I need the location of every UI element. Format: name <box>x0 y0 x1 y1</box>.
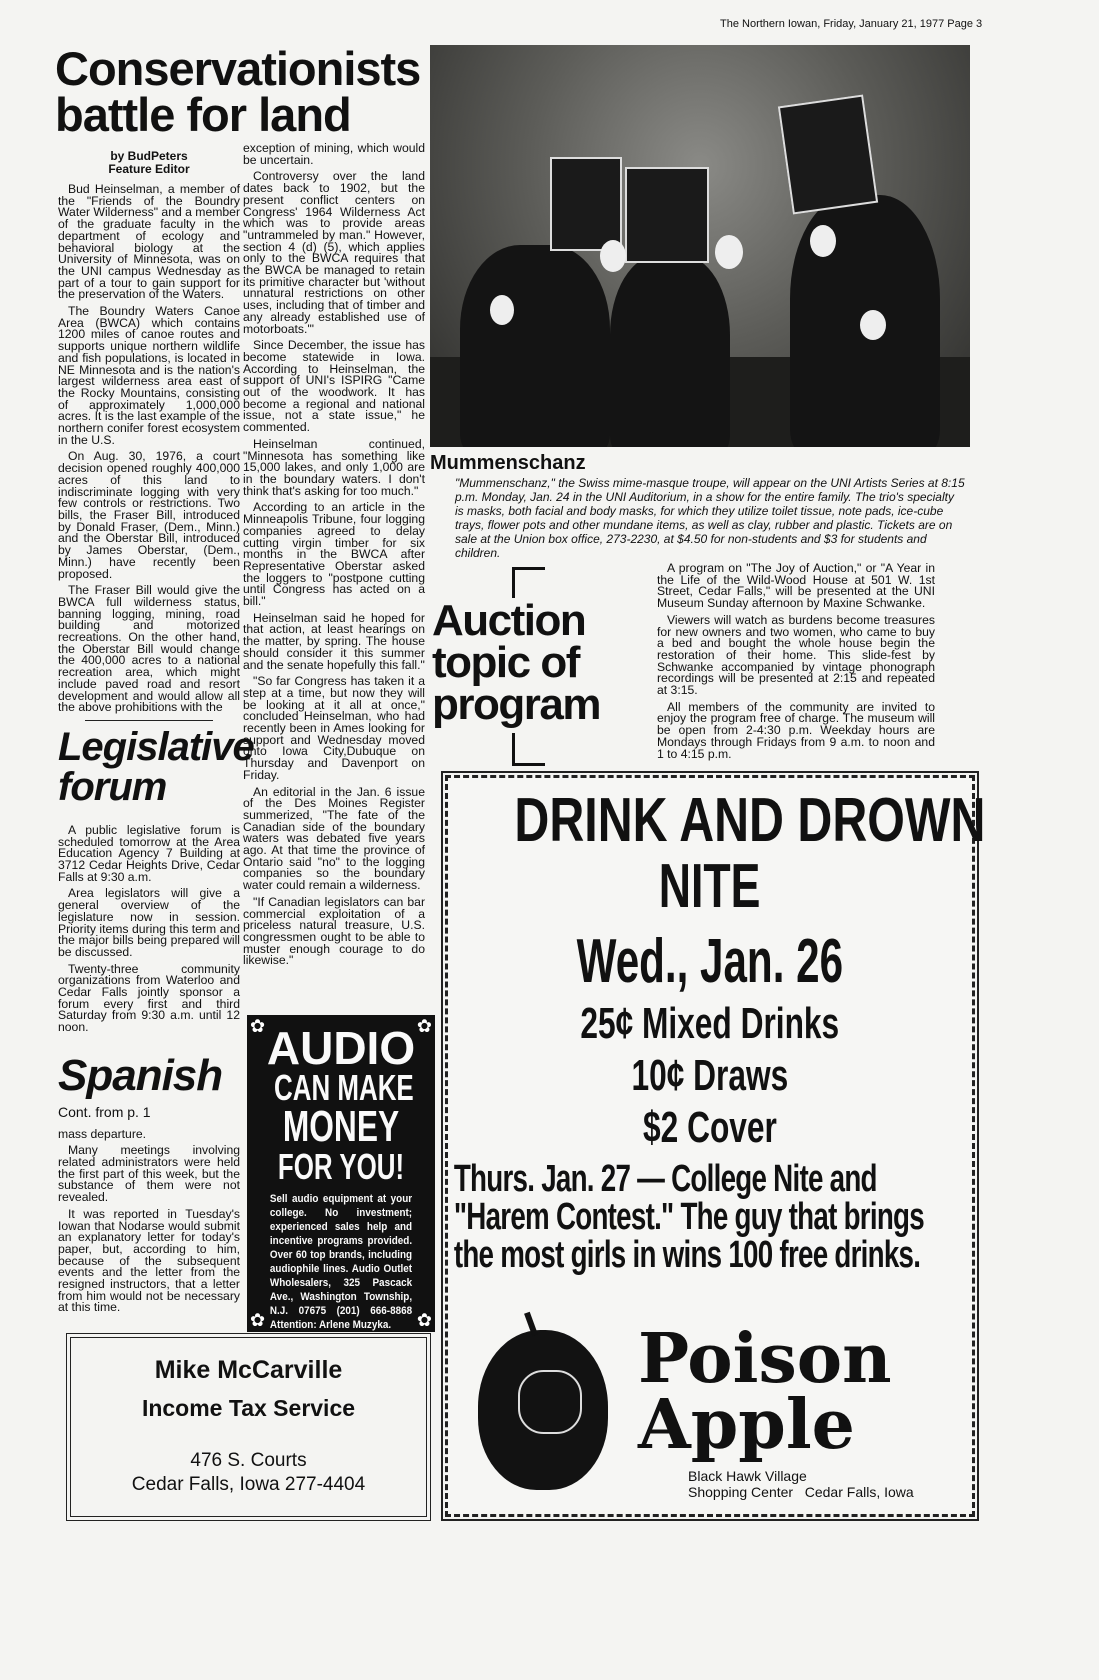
drink-and-drown-ad <box>445 775 986 1517</box>
poison-apple-logo-icon <box>478 1330 608 1490</box>
bracket-decoration <box>512 733 545 766</box>
white-glove <box>490 295 514 325</box>
page-folio: The Northern Iowan, Friday, January 21, 1977 Page 3 <box>720 18 983 30</box>
auction-paragraph: Viewers will watch as burdens become treasures for new owners and two women, who came to buy a bed and bought the whole house begin the restoration of their home. This slide-fest by Schwanke accompanied by vintage phonograph recordings will be presented at 2:15 and repeated at 3:15. <box>657 612 935 698</box>
byline-author: by BudPeters <box>110 149 188 163</box>
auction-headline-3: program <box>432 680 600 729</box>
location-line-1: Black Hawk Village <box>688 1468 807 1484</box>
performer-figure <box>460 245 610 447</box>
byline-title: Feature Editor <box>108 162 190 176</box>
audio-ad-line-4: FOR YOU! <box>277 1146 405 1187</box>
spanish-paragraph: Many meetings involving related administrators were held the first part of this week, but the substance of them were not revealed. <box>58 1143 240 1205</box>
auction-paragraph: A program on "The Joy of Auction," or "A Year in the Life of the Wild-Wood House at 501 W. 1st Street, Cedar Falls," will be presented at the UNI Museum Sunday afternoon by Maxine Schwanke. <box>657 561 935 611</box>
article-paragraph: "If Canadian legislators can bar commercial exploitation of a priceless natural treasure, U.S. congressmen ought to be able to muster enough courage to do likewise." <box>243 894 425 968</box>
brand-line-2: Apple <box>638 1385 855 1465</box>
auction-headline <box>432 596 600 729</box>
poison-apple-brand <box>638 1319 892 1465</box>
location-line-2: Shopping Center <box>688 1484 794 1500</box>
ad-thursday: Thurs. Jan. 27 — College Nite and "Harem Contest." The guy that brings the most girls in wins 100 free drinks. <box>453 1158 924 1276</box>
performer-figure <box>610 255 730 447</box>
flower-ornament-icon: ✿ <box>250 1310 266 1330</box>
article-paragraph: Heinselman said he hoped for that action, at least hearings on the matter, by spring. The house should consider it this summer and the senate hopefully this fall." <box>243 610 425 672</box>
column-1 <box>58 149 254 1319</box>
mummenschanz-photo <box>430 45 970 447</box>
white-glove <box>715 235 743 269</box>
mike-service: Income Tax Service <box>141 1395 356 1421</box>
audio-ad-body: Sell audio equipment at your college. No investment; experienced sales help and incentive programs provided. Over 60 top brands, including audiophile lines. Audio Outlet Wholesalers, 325 Pascack Ave., Washington Township, N.J. 07675 (201) 666-8868 Attention: Arlene Muzyka. <box>269 1193 413 1331</box>
photo-heading: Mummenschanz <box>430 452 586 474</box>
headline-line-1: Conservationists <box>55 42 421 95</box>
legislative-headline-1: Legislative <box>58 724 254 769</box>
brand-line-1: Poison <box>638 1319 892 1399</box>
headline-line-2: battle for land <box>55 88 351 141</box>
spanish-paragraph: mass departure. <box>58 1126 147 1141</box>
spanish-continued: Cont. from p. 1 <box>58 1103 151 1120</box>
article-paragraph: Since December, the issue has become statewide in Iowa. According to Heinselman, the support of UNI's ISPIRG "Came out of the woodwork. It has become a regional and national issue, not a state issue," he commented. <box>243 338 425 435</box>
mike-name: Mike McCarville <box>154 1356 343 1384</box>
flower-ornament-icon: ✿ <box>250 1016 266 1036</box>
article-paragraph: The Boundry Waters Canoe Area (BWCA) which contains 1200 miles of canoe routes and supports unique northern wildlife and fish populations, is located in NE Minnesota and is the nation's largest wilderness area east of the Rocky Mountains, consisting of approximately 1,000,000 acres. It is the last example of the northern conifer forest ecosystem in the U.S. <box>58 304 240 447</box>
spanish-paragraph: It was reported in Tuesday's Iowan that Nodarse would submit an explanatory letter for today's paper, but, according to him, because of the subsequent events and the letter from the resigned instructors, that a letter from him would not be necessary at this time. <box>58 1206 240 1315</box>
legislative-paragraph: Area legislators will give a general overview of the legislature now in session. Priority items during this term and the major bills being prepared will be discussed. <box>58 886 240 959</box>
legislative-headline-2: forum <box>58 764 167 809</box>
article-paragraph: Bud Heinselman, a member of the "Friends of the Boundry Water Wilderness" and a member of the graduate faculty in the department of ecology and behavioral biology at the University of Minnesota, was on the UNI campus Wednesday as part of a tour to gain support for the preservation of the Waters. <box>58 182 241 302</box>
auction-headline-1: Auction <box>432 596 586 645</box>
divider <box>85 720 212 721</box>
spanish-headline: Spanish <box>58 1050 223 1100</box>
byline <box>58 150 240 176</box>
legislative-headline <box>58 724 254 809</box>
white-glove <box>860 310 886 340</box>
white-glove <box>810 225 836 257</box>
auction-headline-2: topic of <box>432 638 579 687</box>
auction-article <box>657 563 935 765</box>
ad-location <box>688 1468 914 1500</box>
bracket-decoration <box>512 567 545 598</box>
ad-date: Wed., Jan. 26 <box>576 927 844 996</box>
article-paragraph: On Aug. 30, 1976, a court decision opened roughly 400,000 acres of this land to indiscriminate logging with very few controls or restrictions. Two bills, the Fraser Bill, introduced by Donald Fraser, (Dem., Minn.) and the Oberstar Bill, introduced by James Oberstar, (Dem., Minn.) have recently been proposed. <box>58 449 240 581</box>
location-line-3: Cedar Falls, Iowa <box>804 1484 914 1500</box>
audio-ad-line-3: MONEY <box>282 1102 400 1151</box>
ad-title: DRINK AND DROWN <box>514 786 986 855</box>
ad-draws: 10¢ Draws <box>631 1051 789 1100</box>
flower-ornament-icon: ✿ <box>416 1310 432 1330</box>
mike-address: 476 S. Courts <box>190 1450 307 1471</box>
article-paragraph: According to an article in the Minneapolis Tribune, four logging companies agreed to delay cutting virgin timber for six months in the BWCA after Representative Oberstar asked the loggers to "postpone cutting until Congress has acted on a bill." <box>243 500 425 609</box>
article-paragraph: Heinselman continued, "Minnesota has something like 15,000 lakes, and only 1,000 are in the boundary waters. I don't think that's asking for too much." <box>243 436 425 498</box>
ad-mixed-drinks: 25¢ Mixed Drinks <box>580 999 840 1048</box>
column-2 <box>243 143 425 972</box>
audio-ad <box>247 1015 435 1332</box>
article-paragraph: "So far Congress has taken it a step at a time, but now they will be looking at it all at once," concluded Heinselman, who had recently been in Ames looking for support and Wednesday moved onto Iowa City,Dubuque on Thursday and Davenport on Friday. <box>243 674 425 782</box>
paper-bag-mask <box>778 95 878 215</box>
flower-ornament-icon: ✿ <box>416 1016 432 1036</box>
mike-city-phone: Cedar Falls, Iowa 277-4404 <box>131 1474 366 1495</box>
ad-cover: $2 Cover <box>643 1103 777 1152</box>
article-paragraph: The Fraser Bill would give the BWCA full wilderness status, banning logging, mining, road building and motorized recreations. On the other hand, the Oberstar Bill would change the 400,000 acres to a national recreation area, which might include paved road and resort development and would allow all the above prohibitions with the <box>58 583 240 715</box>
paper-bag-mask <box>625 167 709 263</box>
income-tax-ad <box>70 1337 427 1517</box>
audio-ad-line-2: CAN MAKE <box>274 1067 414 1108</box>
white-glove <box>600 240 626 272</box>
photo-caption: "Mummenschanz," the Swiss mime-masque troupe, will appear on the UNI Artists Series at 8:15 p.m. Monday, Jan. 24 in the UNI Auditorium, in a show for the entire family. The trio's specialty is masks, both facial and body masks, for which they utilize toilet tissue, note pads, ice-cube trays, flower pots and other mundane items, as well as clay, rubber and plastic. Tickets are on sale at the Union box office, 273-2230, at $4.50 for non-students and $3 for students and children. <box>455 476 965 560</box>
article-paragraph: Controversy over the land dates back to 1902, but the present conflict centers on Congress' 1964 Wilderness Act which was to provide areas "untrammeled by man." However, section 4 (d) (5), which applies only to the BWCA requires that the BWCA be managed to retain its primitive character but 'without unnatural restrictions on other uses, including that of timber and any already established use of motorboats.'" <box>243 169 425 336</box>
legislative-paragraph: A public legislative forum is scheduled tomorrow at the Area Education Agency 7 Building at 3712 Cedar Heights Drive, Cedar Falls at 9:30 a.m. <box>58 822 240 884</box>
article-paragraph: An editorial in the Jan. 6 issue of the Des Moines Register summerized, "The fate of the Canadian side of the boundary waters was debated five years ago. At that time the province of Ontario said "no" to the logging companies so the boundary water could remain a wilderness. <box>243 784 425 893</box>
auction-paragraph: All members of the community are invited to enjoy the program free of charge. The museum will be open from 2-4:30 p.m. Weekday hours are Mondays through Fridays from 9 a.m. to noon and 1 to 4:15 p.m. <box>657 699 935 761</box>
legislative-paragraph: Twenty-three community organizations from Waterloo and Cedar Falls jointly sponsor a forum every first and third Saturday from 9:30 a.m. until 12 noon. <box>58 961 240 1035</box>
conservation-headline <box>55 42 425 141</box>
paper-bag-mask <box>550 157 622 251</box>
audio-ad-line-1: AUDIO <box>266 1022 416 1074</box>
article-paragraph: exception of mining, which would be uncertain. <box>243 141 425 167</box>
ad-title-2: NITE <box>659 852 761 921</box>
